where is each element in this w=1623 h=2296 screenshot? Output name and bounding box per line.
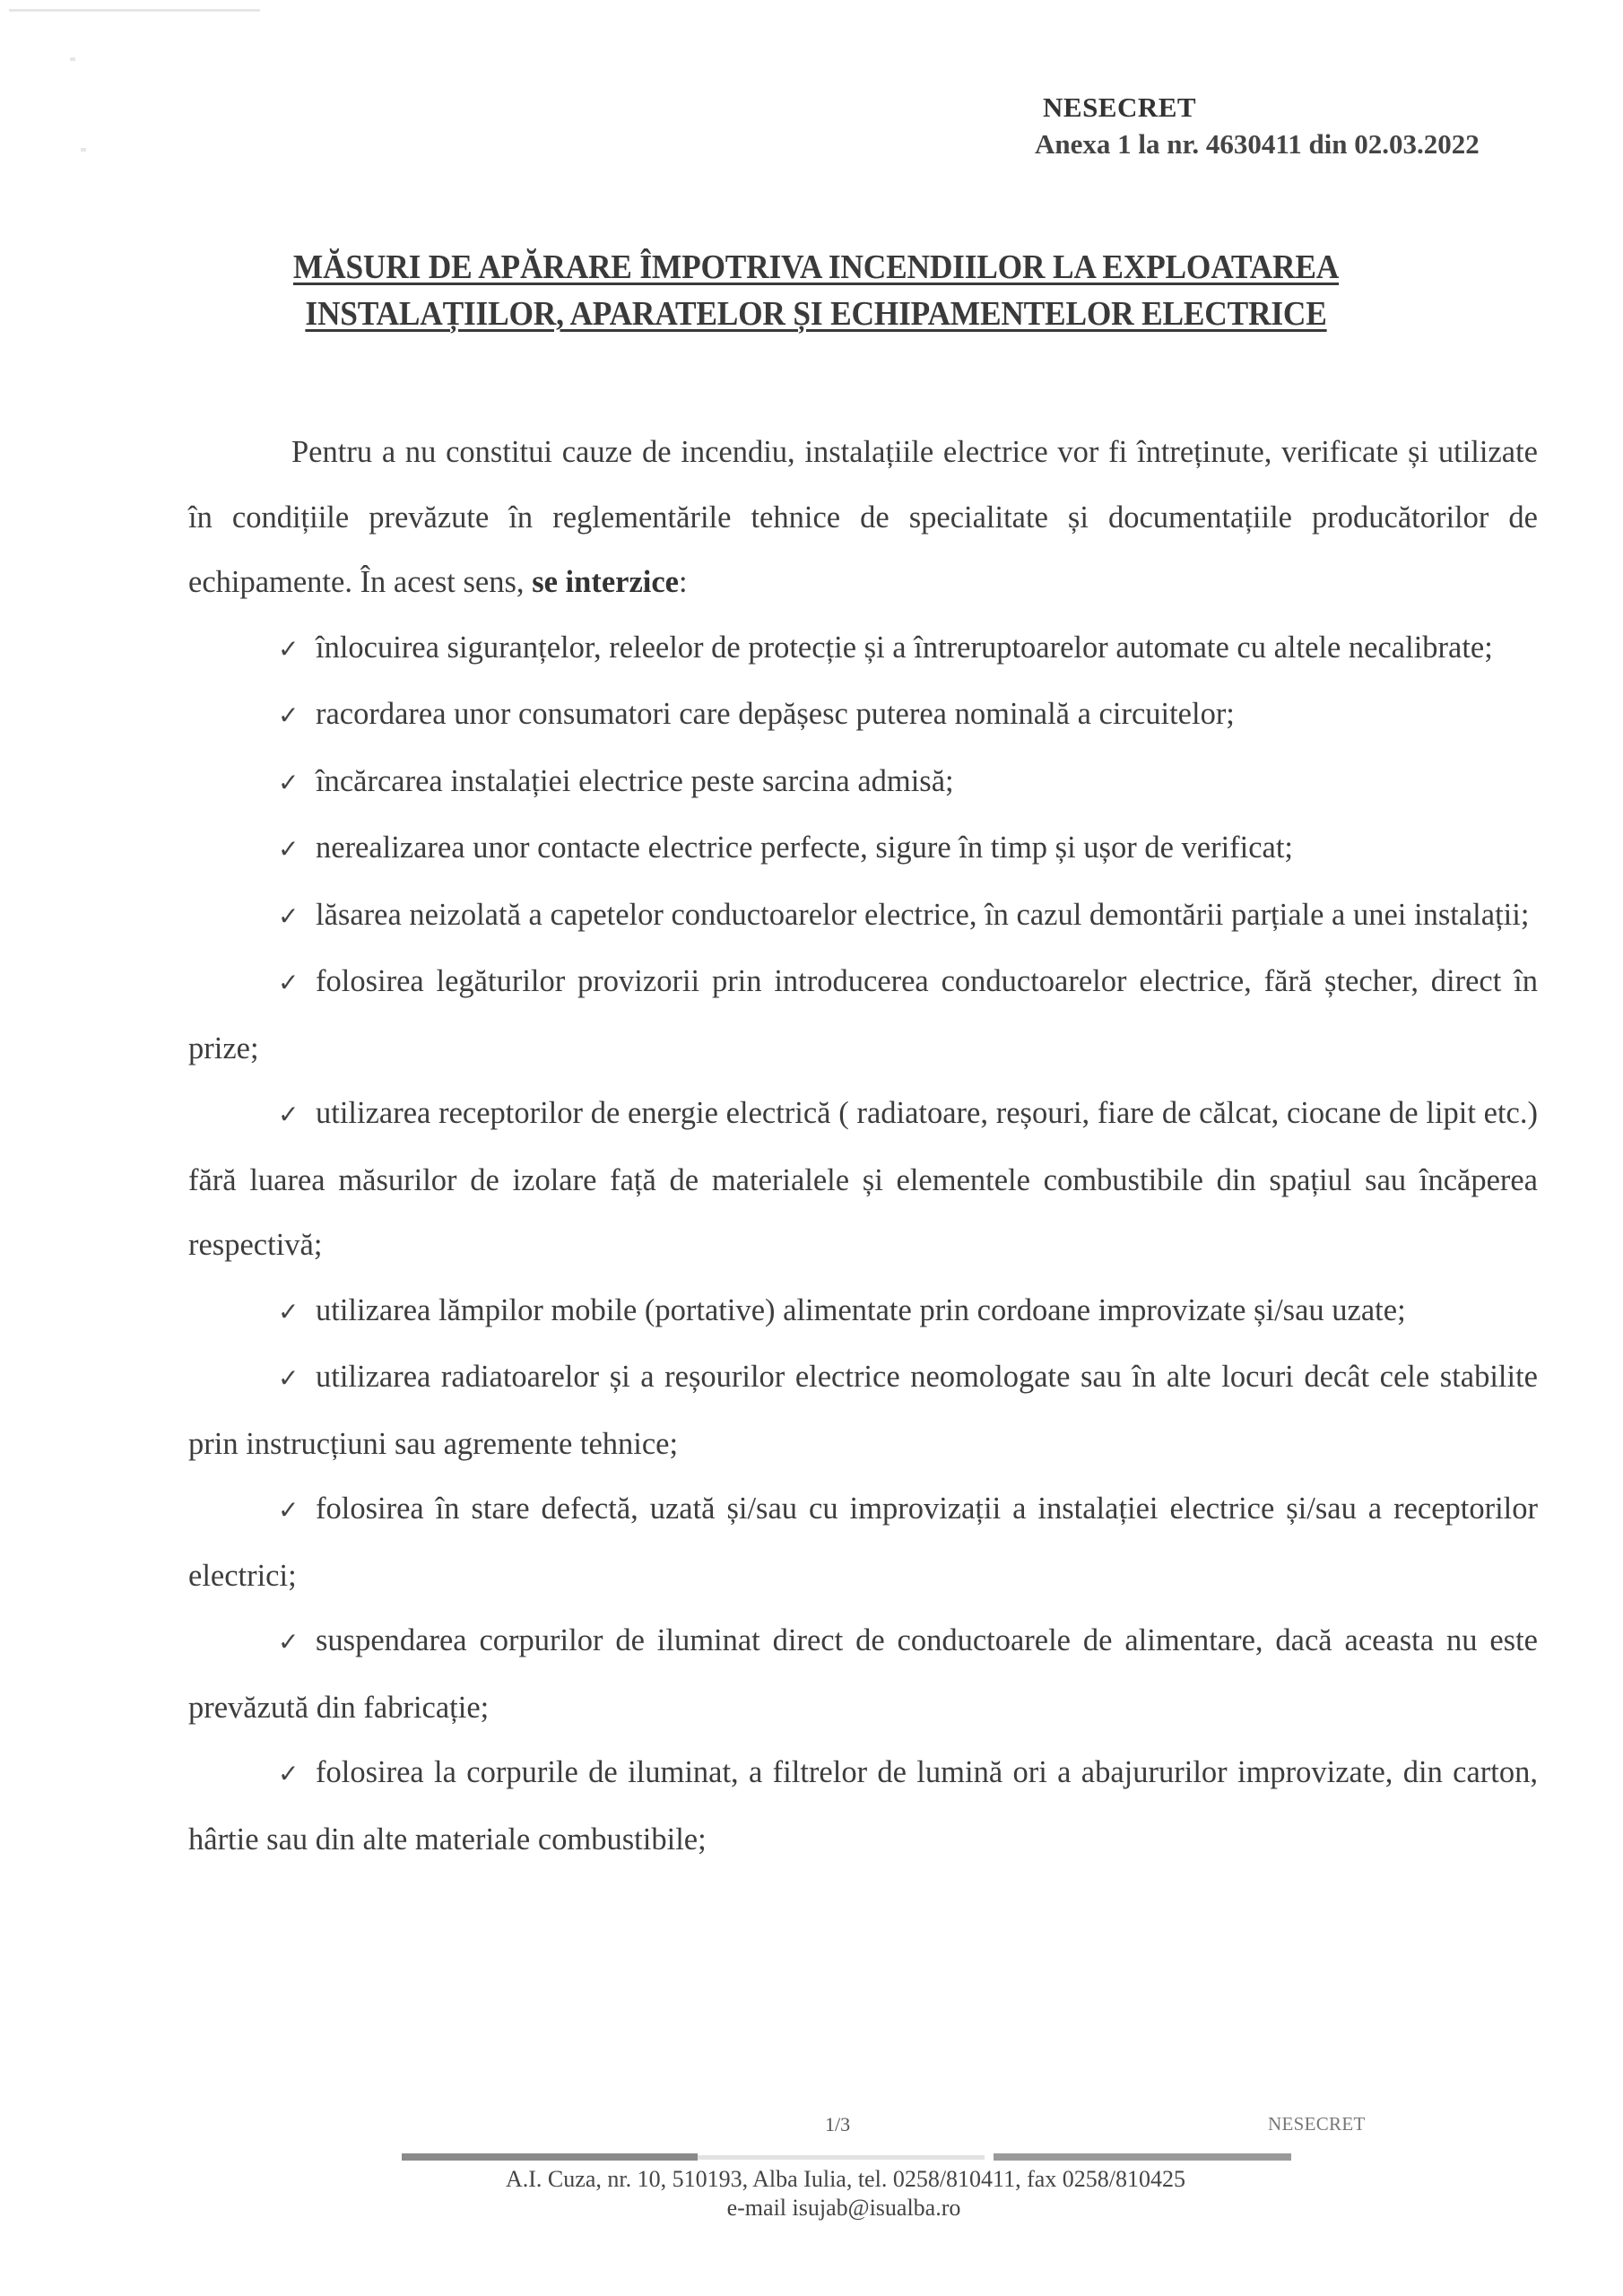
list-item-text: folosirea la corpurile de iluminat, a filtrelor de lumină ori a abajururilor improvizate, din carton, hârtie sau din alte materiale combustibile; <box>188 1755 1538 1857</box>
footer-classification: NESECRET <box>1268 2113 1366 2135</box>
list-item-text: racordarea unor consumatori care depășesc puterea nominală a circuitelor; <box>316 697 1235 731</box>
check-mark-icon: ✓ <box>278 1495 299 1525</box>
check-mark-icon: ✓ <box>278 900 299 931</box>
title-line-2: INSTALAȚIILOR, APARATELOR ȘI ECHIPAMENTELOR ELECTRICE <box>305 295 1327 333</box>
list-item <box>188 883 1538 950</box>
footer-divider-right <box>994 2153 1291 2161</box>
list-item <box>188 1608 1538 1740</box>
list-item-text: încărcarea instalației electrice peste sarcina admisă; <box>316 763 954 798</box>
check-mark-icon: ✓ <box>278 1100 299 1129</box>
document-header <box>1035 90 1480 163</box>
footer-email: e-mail isujab@isualba.ro <box>726 2195 961 2221</box>
check-mark-icon: ✓ <box>278 1296 299 1326</box>
footer-divider-middle <box>698 2155 985 2160</box>
scan-artifact <box>81 148 86 152</box>
list-item-text: utilizarea receptorilor de energie electrică ( radiatoare, reșouri, fiare de călcat, ciocane de lipit etc.) fără luarea măsurilor de izolare față de materialele și elementele combustibile din spațiul sau încăperea respectivă; <box>188 1096 1538 1262</box>
list-item <box>188 1740 1538 1872</box>
footer-divider-left <box>402 2153 698 2161</box>
check-mark-icon: ✓ <box>278 834 299 864</box>
check-mark-icon: ✓ <box>278 767 299 797</box>
check-mark-icon: ✓ <box>278 1759 299 1788</box>
check-mark-icon: ✓ <box>278 633 299 664</box>
list-item <box>188 1476 1538 1608</box>
scan-artifact <box>70 57 75 61</box>
list-item-text: înlocuirea siguranțelor, releelor de protecție și a întreruptoarelor automate cu altele necalibrate; <box>316 630 1493 665</box>
list-item <box>188 682 1538 749</box>
scan-artifact <box>9 9 260 12</box>
prohibitions-list <box>188 615 1538 1873</box>
check-mark-icon: ✓ <box>278 1627 299 1657</box>
check-mark-icon: ✓ <box>278 700 299 730</box>
classification-label: NESECRET <box>1043 91 1197 123</box>
intro-suffix: : <box>678 565 688 599</box>
document-body <box>188 420 1538 1872</box>
list-item <box>188 1344 1538 1476</box>
document-title <box>179 244 1453 337</box>
page-number: 1/3 <box>825 2113 851 2135</box>
list-item-text: utilizarea radiatoarelor și a reșourilor electrice neomologate sau în alte locuri decât cele stabilite prin instrucțiuni sau agremente tehnice; <box>188 1360 1538 1461</box>
footer-contact <box>0 2165 1623 2222</box>
list-item <box>188 615 1538 683</box>
list-item <box>188 749 1538 816</box>
annex-reference: Anexa 1 la nr. 4630411 din 02.03.2022 <box>1035 128 1480 160</box>
list-item-text: folosirea în stare defectă, uzată și/sau cu improvizații a instalației electrice și/sau a receptorilor electrici; <box>188 1492 1538 1593</box>
title-line-1: MĂSURI DE APĂRARE ÎMPOTRIVA INCENDIILOR LA EXPLOATAREA <box>292 248 1340 286</box>
list-item-text: nerealizarea unor contacte electrice perfecte, sigure în timp și ușor de verificat; <box>316 831 1294 865</box>
list-item <box>188 949 1538 1081</box>
check-mark-icon: ✓ <box>278 1363 299 1393</box>
footer-address: A.I. Cuza, nr. 10, 510193, Alba Iulia, tel. 0258/810411, fax 0258/810425 <box>506 2166 1185 2192</box>
check-mark-icon: ✓ <box>278 968 299 997</box>
list-item <box>188 1278 1538 1345</box>
intro-emphasis: se interzice <box>532 565 679 599</box>
list-item <box>188 815 1538 883</box>
list-item-text: suspendarea corpurilor de iluminat direct de conductoarele de alimentare, dacă aceasta nu este prevăzută din fabricație; <box>188 1623 1538 1725</box>
list-item-text: folosirea legăturilor provizorii prin introducerea conductoarelor electrice, fără ștecher, direct în prize; <box>188 964 1538 1065</box>
list-item <box>188 1081 1538 1278</box>
list-item-text: lăsarea neizolată a capetelor conductoarelor electrice, în cazul demontării parțiale a unei instalații; <box>316 897 1530 932</box>
list-item-text: utilizarea lămpilor mobile (portative) alimentate prin cordoane improvizate și/sau uzate; <box>316 1292 1406 1327</box>
intro-text: Pentru a nu constitui cauze de incendiu, instalațiile electrice vor fi întreținute, verificate și utilizate în condițiile prevăzute în reglementările tehnice de specialitate și documentațiile producătorilor de echipamente. În acest sens, <box>188 435 1538 599</box>
intro-paragraph <box>188 420 1538 615</box>
